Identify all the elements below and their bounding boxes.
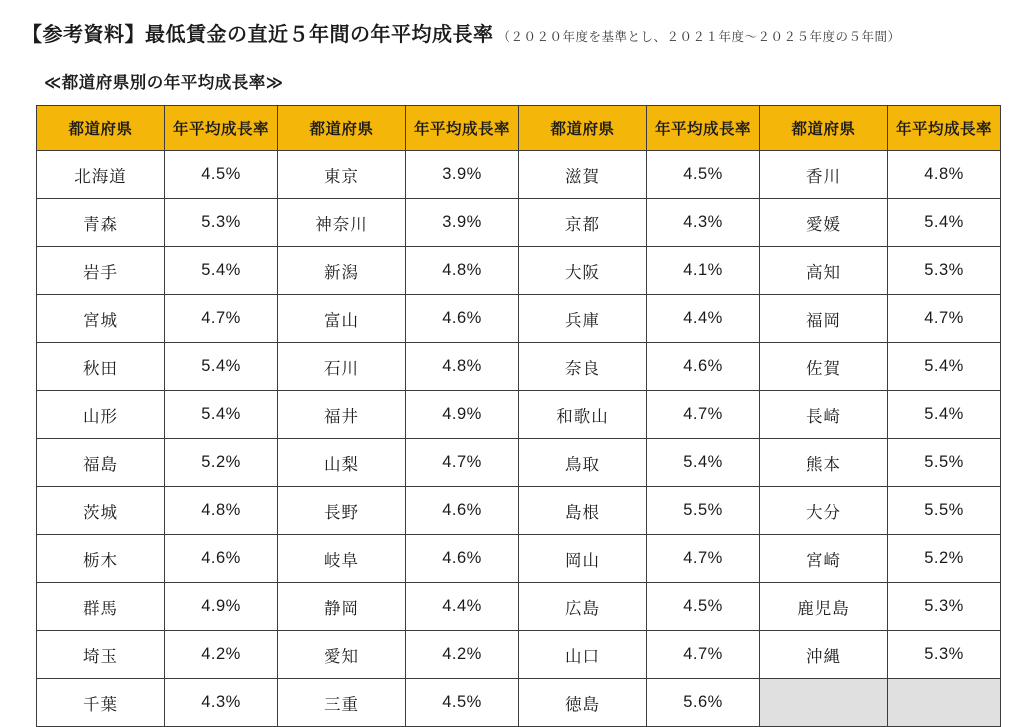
table-cell-growth-rate-2: 4.4% (406, 583, 519, 631)
table-cell-prefecture-1: 栃木 (37, 535, 165, 583)
header-prefecture-1: 都道府県 (37, 106, 165, 151)
table-cell-prefecture-2: 新潟 (278, 247, 406, 295)
table-cell-growth-rate-2: 4.5% (406, 679, 519, 727)
table-cell-prefecture-2: 富山 (278, 295, 406, 343)
table-cell-prefecture-2: 三重 (278, 679, 406, 727)
table-row (37, 295, 1001, 343)
table-cell-prefecture-3: 和歌山 (519, 391, 647, 439)
table-cell-prefecture-4: 長崎 (760, 391, 888, 439)
table-cell-prefecture-1: 青森 (37, 199, 165, 247)
table-row (37, 583, 1001, 631)
table-cell-growth-rate-1: 4.2% (165, 631, 278, 679)
table-cell-prefecture-3: 大阪 (519, 247, 647, 295)
table-cell-prefecture-1: 山形 (37, 391, 165, 439)
table-cell-growth-rate-1: 5.4% (165, 343, 278, 391)
table-cell-growth-rate-3: 4.1% (647, 247, 760, 295)
table-cell-prefecture-4: 大分 (760, 487, 888, 535)
table-cell-prefecture-1: 宮城 (37, 295, 165, 343)
table-cell-growth-rate-4: 5.5% (888, 439, 1001, 487)
table-cell-growth-rate-2: 3.9% (406, 151, 519, 199)
table-cell-prefecture-3: 京都 (519, 199, 647, 247)
table-cell-growth-rate-2: 4.9% (406, 391, 519, 439)
table-row (37, 679, 1001, 727)
table-cell-prefecture-1: 福島 (37, 439, 165, 487)
table-cell-growth-rate-4: 5.2% (888, 535, 1001, 583)
table-cell-growth-rate-1: 5.4% (165, 247, 278, 295)
table-cell-growth-rate-3: 5.6% (647, 679, 760, 727)
table-cell-growth-rate-3: 4.4% (647, 295, 760, 343)
table-cell-growth-rate-2: 4.8% (406, 247, 519, 295)
table-cell-prefecture-2: 石川 (278, 343, 406, 391)
table-cell-growth-rate-1: 4.7% (165, 295, 278, 343)
table-cell-growth-rate-3: 4.7% (647, 535, 760, 583)
table-cell-empty (888, 679, 1001, 727)
header-prefecture-3: 都道府県 (519, 106, 647, 151)
table-row (37, 487, 1001, 535)
table-row (37, 247, 1001, 295)
header-growth-rate-4: 年平均成長率 (888, 106, 1001, 151)
document-title-subnote: （２０２０年度を基準とし、２０２１年度～２０２５年度の５年間） (497, 30, 901, 44)
table-cell-growth-rate-3: 4.7% (647, 631, 760, 679)
table-cell-prefecture-1: 茨城 (37, 487, 165, 535)
header-prefecture-4: 都道府県 (760, 106, 888, 151)
table-cell-prefecture-2: 長野 (278, 487, 406, 535)
table-cell-prefecture-3: 滋賀 (519, 151, 647, 199)
table-cell-growth-rate-4: 4.7% (888, 295, 1001, 343)
table-row (37, 535, 1001, 583)
table-header-row (37, 106, 1001, 151)
table-cell-prefecture-2: 神奈川 (278, 199, 406, 247)
table-cell-prefecture-4: 福岡 (760, 295, 888, 343)
prefecture-growth-table (36, 105, 1001, 727)
table-cell-growth-rate-3: 4.7% (647, 391, 760, 439)
table-cell-prefecture-4: 鹿児島 (760, 583, 888, 631)
table-cell-growth-rate-1: 4.8% (165, 487, 278, 535)
table-cell-growth-rate-1: 5.4% (165, 391, 278, 439)
table-row (37, 439, 1001, 487)
table-row (37, 631, 1001, 679)
table-cell-growth-rate-2: 4.8% (406, 343, 519, 391)
header-growth-rate-1: 年平均成長率 (165, 106, 278, 151)
table-cell-growth-rate-2: 4.6% (406, 535, 519, 583)
table-cell-growth-rate-3: 5.4% (647, 439, 760, 487)
table-cell-growth-rate-1: 4.3% (165, 679, 278, 727)
table-cell-prefecture-3: 島根 (519, 487, 647, 535)
table-cell-growth-rate-4: 5.4% (888, 199, 1001, 247)
table-cell-growth-rate-3: 4.5% (647, 151, 760, 199)
table-cell-prefecture-1: 秋田 (37, 343, 165, 391)
table-cell-prefecture-1: 埼玉 (37, 631, 165, 679)
header-growth-rate-3: 年平均成長率 (647, 106, 760, 151)
table-cell-prefecture-3: 岡山 (519, 535, 647, 583)
table-cell-prefecture-4: 香川 (760, 151, 888, 199)
table-cell-growth-rate-2: 3.9% (406, 199, 519, 247)
table-header (37, 106, 1001, 151)
document-title-main: 【参考資料】最低賃金の直近５年間の年平均成長率 (22, 24, 494, 46)
table-cell-prefecture-2: 山梨 (278, 439, 406, 487)
table-cell-prefecture-1: 千葉 (37, 679, 165, 727)
table-cell-growth-rate-1: 4.9% (165, 583, 278, 631)
header-prefecture-2: 都道府県 (278, 106, 406, 151)
table-cell-growth-rate-4: 5.5% (888, 487, 1001, 535)
table-cell-prefecture-4: 佐賀 (760, 343, 888, 391)
table-cell-growth-rate-3: 4.6% (647, 343, 760, 391)
table-cell-prefecture-1: 岩手 (37, 247, 165, 295)
table-cell-prefecture-2: 東京 (278, 151, 406, 199)
table-cell-prefecture-3: 鳥取 (519, 439, 647, 487)
table-cell-growth-rate-2: 4.2% (406, 631, 519, 679)
table-cell-growth-rate-4: 5.3% (888, 631, 1001, 679)
table-cell-prefecture-3: 徳島 (519, 679, 647, 727)
table-cell-prefecture-3: 広島 (519, 583, 647, 631)
table-cell-growth-rate-3: 4.5% (647, 583, 760, 631)
table-cell-prefecture-4: 高知 (760, 247, 888, 295)
table-cell-prefecture-4: 沖縄 (760, 631, 888, 679)
table-cell-growth-rate-4: 4.8% (888, 151, 1001, 199)
table-cell-growth-rate-3: 4.3% (647, 199, 760, 247)
table-cell-prefecture-4: 愛媛 (760, 199, 888, 247)
table-cell-prefecture-3: 兵庫 (519, 295, 647, 343)
table-cell-growth-rate-2: 4.6% (406, 295, 519, 343)
table-cell-growth-rate-1: 5.2% (165, 439, 278, 487)
table-row (37, 151, 1001, 199)
table-cell-growth-rate-1: 4.6% (165, 535, 278, 583)
table-cell-prefecture-4: 熊本 (760, 439, 888, 487)
table-row (37, 199, 1001, 247)
table-row (37, 343, 1001, 391)
table-cell-prefecture-2: 福井 (278, 391, 406, 439)
table-container (36, 105, 992, 727)
table-cell-growth-rate-2: 4.6% (406, 487, 519, 535)
table-cell-growth-rate-4: 5.3% (888, 583, 1001, 631)
table-cell-growth-rate-4: 5.4% (888, 343, 1001, 391)
table-cell-prefecture-4: 宮崎 (760, 535, 888, 583)
table-row (37, 391, 1001, 439)
table-cell-empty (760, 679, 888, 727)
document-title (22, 18, 1006, 47)
table-cell-growth-rate-3: 5.5% (647, 487, 760, 535)
table-cell-growth-rate-1: 5.3% (165, 199, 278, 247)
table-cell-growth-rate-2: 4.7% (406, 439, 519, 487)
section-subtitle: ≪都道府県別の年平均成長率≫ (44, 74, 284, 92)
table-body (37, 151, 1001, 727)
table-cell-prefecture-3: 山口 (519, 631, 647, 679)
table-cell-prefecture-2: 岐阜 (278, 535, 406, 583)
table-cell-growth-rate-4: 5.3% (888, 247, 1001, 295)
table-cell-prefecture-1: 北海道 (37, 151, 165, 199)
table-cell-prefecture-1: 群馬 (37, 583, 165, 631)
table-cell-growth-rate-1: 4.5% (165, 151, 278, 199)
table-cell-prefecture-3: 奈良 (519, 343, 647, 391)
table-cell-prefecture-2: 愛知 (278, 631, 406, 679)
table-cell-growth-rate-4: 5.4% (888, 391, 1001, 439)
header-growth-rate-2: 年平均成長率 (406, 106, 519, 151)
table-cell-prefecture-2: 静岡 (278, 583, 406, 631)
